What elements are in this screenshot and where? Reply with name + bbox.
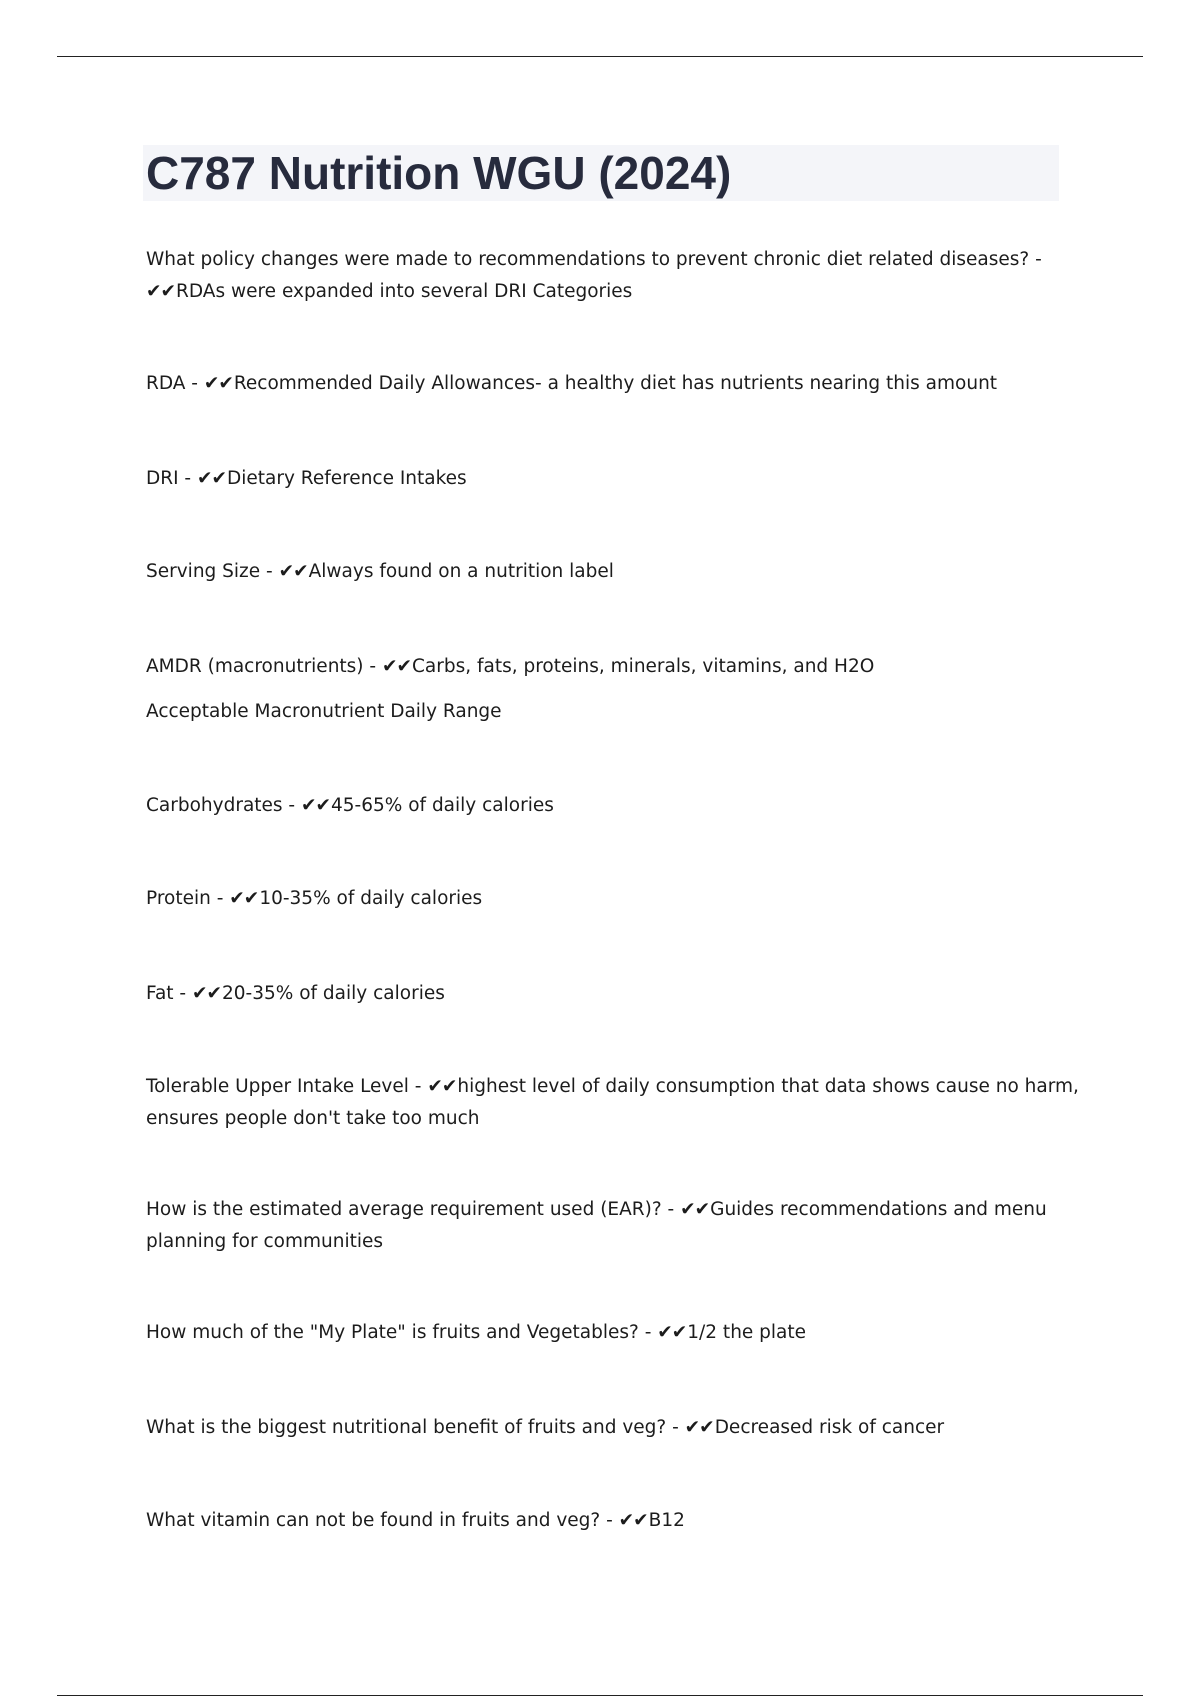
qa-entry-fruit-veg-benefit xyxy=(146,1412,1066,1444)
term-text: What vitamin can not be found in fruits and veg? - xyxy=(146,1510,619,1531)
answer-text: Recommended Daily Allowances- a healthy diet has nutrients nearing this amount xyxy=(233,373,998,394)
qa-line xyxy=(146,978,1066,1010)
qa-line xyxy=(146,1071,1079,1103)
qa-entry-policy-changes xyxy=(146,244,1066,308)
check-mark-icon: ✔✔ xyxy=(191,983,221,1004)
check-mark-icon: ✔✔ xyxy=(657,1322,687,1343)
check-mark-icon: ✔✔ xyxy=(278,561,308,582)
top-rule xyxy=(57,56,1143,57)
qa-line xyxy=(146,1412,1066,1444)
answer-text: Carbs, fats, proteins, minerals, vitamins, and H2O xyxy=(411,656,875,677)
term-text: Fat - xyxy=(146,983,192,1004)
check-mark-icon: ✔✔ xyxy=(684,1417,714,1438)
qa-entry-serving-size xyxy=(146,556,1066,588)
term-text: What is the biggest nutritional benefit of fruits and veg? - xyxy=(146,1417,685,1438)
answer-text: Decreased risk of cancer xyxy=(714,1417,945,1438)
qa-line xyxy=(146,651,1066,683)
term-text: Protein - xyxy=(146,888,230,909)
check-mark-icon: ✔✔ xyxy=(203,373,233,394)
check-mark-icon: ✔✔ xyxy=(197,468,227,489)
answer-continuation: ensures people don't take too much xyxy=(146,1108,480,1129)
question-text: What policy changes were made to recommendations to prevent chronic diet related diseases? - xyxy=(146,249,1042,270)
qa-line xyxy=(146,1317,1066,1349)
answer-text: Dietary Reference Intakes xyxy=(227,468,467,489)
answer-text: 45-65% of daily calories xyxy=(331,795,554,816)
answer-text: 1/2 the plate xyxy=(687,1322,807,1343)
qa-line xyxy=(146,790,1066,822)
qa-line xyxy=(146,368,1066,400)
qa-entry-vitamin-b12 xyxy=(146,1505,1066,1537)
page-title: C787 Nutrition WGU (2024) xyxy=(146,147,732,199)
answer-text: RDAs were expanded into several DRI Categories xyxy=(176,281,633,302)
check-mark-icon: ✔✔ xyxy=(301,795,331,816)
answer-text: B12 xyxy=(648,1510,685,1531)
qa-line xyxy=(146,883,1066,915)
qa-line xyxy=(146,1194,1066,1226)
term-text: Tolerable Upper Intake Level - xyxy=(146,1076,428,1097)
answer-text: Guides recommendations and menu xyxy=(710,1199,1047,1220)
answer-text: Always found on a nutrition label xyxy=(308,561,614,582)
answer-line xyxy=(146,276,1066,308)
answer-text: 20-35% of daily calories xyxy=(222,983,445,1004)
definition-text: Acceptable Macronutrient Daily Range xyxy=(146,701,502,722)
check-mark-icon: ✔✔ xyxy=(229,888,259,909)
qa-entry-my-plate xyxy=(146,1317,1066,1349)
bottom-rule xyxy=(57,1695,1143,1696)
qa-entry-amdr-definition xyxy=(146,696,1066,728)
qa-line xyxy=(146,1505,1066,1537)
qa-line xyxy=(146,556,1066,588)
qa-entry-rda xyxy=(146,368,1066,400)
term-text: Serving Size - xyxy=(146,561,279,582)
answer-text: 10-35% of daily calories xyxy=(259,888,483,909)
title-banner xyxy=(143,145,1059,201)
term-text: How is the estimated average requirement used (EAR)? - xyxy=(146,1199,681,1220)
check-mark-icon: ✔✔ xyxy=(146,281,176,302)
term-text: RDA - xyxy=(146,373,204,394)
term-text: Carbohydrates - xyxy=(146,795,301,816)
term-text: AMDR (macronutrients) - xyxy=(146,656,382,677)
term-text: How much of the "My Plate" is fruits and Vegetables? - xyxy=(146,1322,658,1343)
check-mark-icon: ✔✔ xyxy=(618,1510,648,1531)
qa-entry-amdr xyxy=(146,651,1066,683)
qa-line xyxy=(146,463,1066,495)
answer-continuation: planning for communities xyxy=(146,1231,384,1252)
qa-entry-protein xyxy=(146,883,1066,915)
qa-entry-dri xyxy=(146,463,1066,495)
check-mark-icon: ✔✔ xyxy=(381,656,411,677)
check-mark-icon: ✔✔ xyxy=(427,1076,457,1097)
qa-entry-tolerable-upper-intake xyxy=(146,1071,1079,1135)
check-mark-icon: ✔✔ xyxy=(680,1199,710,1220)
qa-entry-fat xyxy=(146,978,1066,1010)
qa-entry-carbohydrates xyxy=(146,790,1066,822)
qa-entry-ear xyxy=(146,1194,1066,1258)
term-text: DRI - xyxy=(146,468,197,489)
answer-text: highest level of daily consumption that data shows cause no harm, xyxy=(457,1076,1079,1097)
